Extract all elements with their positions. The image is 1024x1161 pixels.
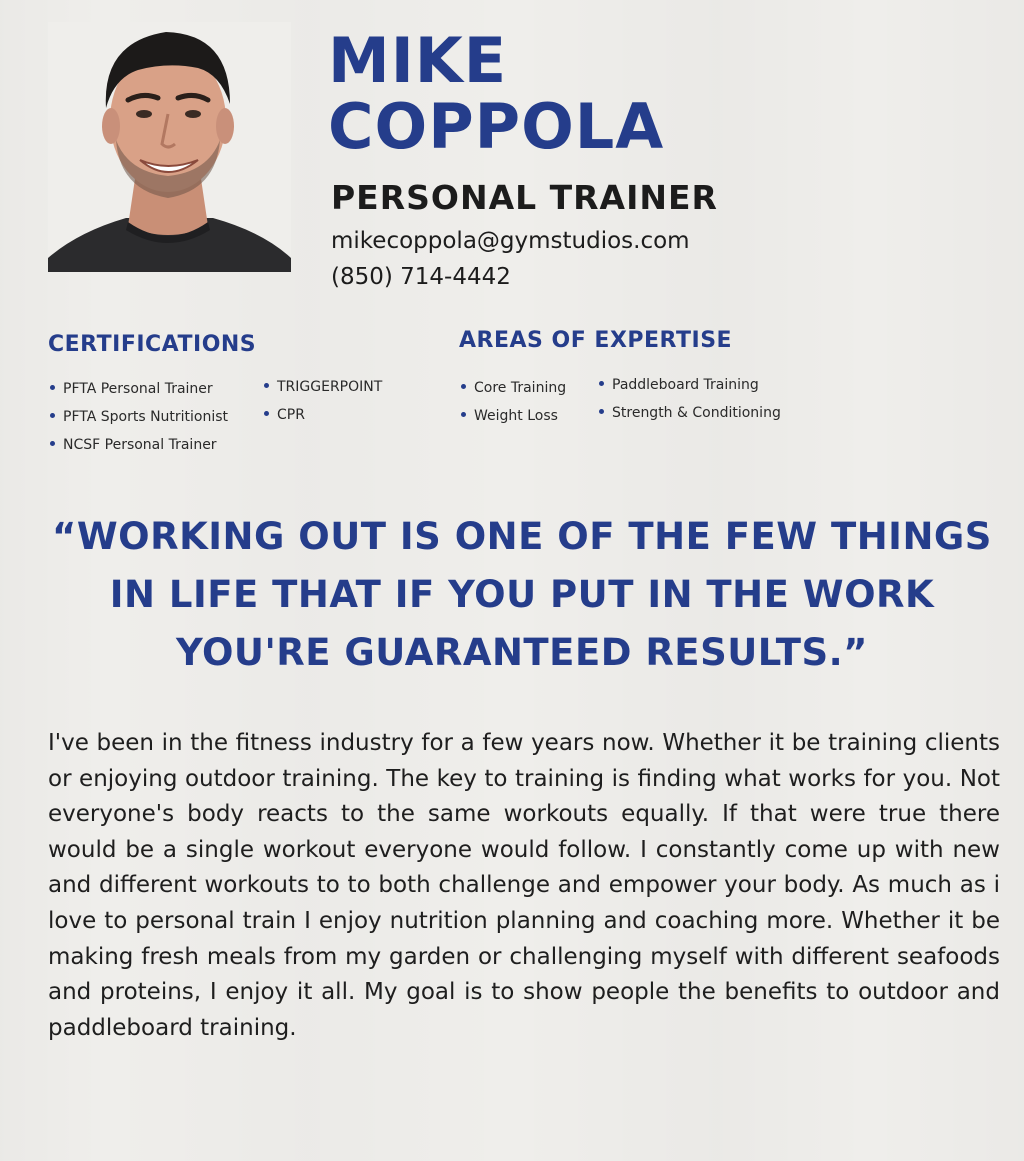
certification-item: CPR	[264, 401, 382, 429]
pull-quote: “WORKING OUT IS ONE OF THE FEW THINGS IN LIFE THAT IF YOU PUT IN THE WORK YOU'RE GUARANTEED RESULTS.”	[52, 515, 992, 674]
trainer-name	[328, 24, 665, 163]
certification-item: TRIGGERPOINT	[264, 373, 382, 401]
certification-item: PFTA Personal Trainer	[50, 375, 228, 403]
expertise-item: Paddleboard Training	[599, 371, 781, 399]
expertise-item: Core Training	[461, 374, 566, 402]
email-address: mikecoppola@gymstudios.com	[331, 228, 690, 254]
job-title: PERSONAL TRAINER	[331, 178, 718, 217]
phone-number: (850) 714-4442	[331, 264, 511, 290]
first-name: MIKE	[328, 24, 508, 97]
last-name: COPPOLA	[328, 90, 665, 163]
expertise-item: Strength & Conditioning	[599, 399, 781, 427]
certifications-heading: CERTIFICATIONS	[48, 332, 257, 357]
expertise-heading: AREAS OF EXPERTISE	[459, 328, 733, 353]
certification-item: NCSF Personal Trainer	[50, 431, 228, 459]
certifications-list-1	[50, 375, 228, 459]
bio-paragraph: I've been in the fitness industry for a few years now. Whether it be training clients or enjoying outdoor training. The key to training is finding what works for you. Not everyone's body reacts to the same workouts equally. If that were true there would be a single workout everyone would follow. I constantly come up with new and different workouts to to both challenge and empower your body. As much as i love to personal train I enjoy nutrition planning and coaching more. Whether it be making fresh meals from my garden or challenging myself with different seafoods and proteins, I enjoy it all. My goal is to show people the benefits to outdoor and paddleboard training.	[48, 730, 1000, 1041]
expertise-item: Weight Loss	[461, 402, 566, 430]
certification-item: PFTA Sports Nutritionist	[50, 403, 228, 431]
certifications-list-2	[264, 373, 382, 429]
trainer-photo	[48, 22, 291, 272]
expertise-list-1	[461, 374, 566, 430]
expertise-list-2	[599, 371, 781, 427]
